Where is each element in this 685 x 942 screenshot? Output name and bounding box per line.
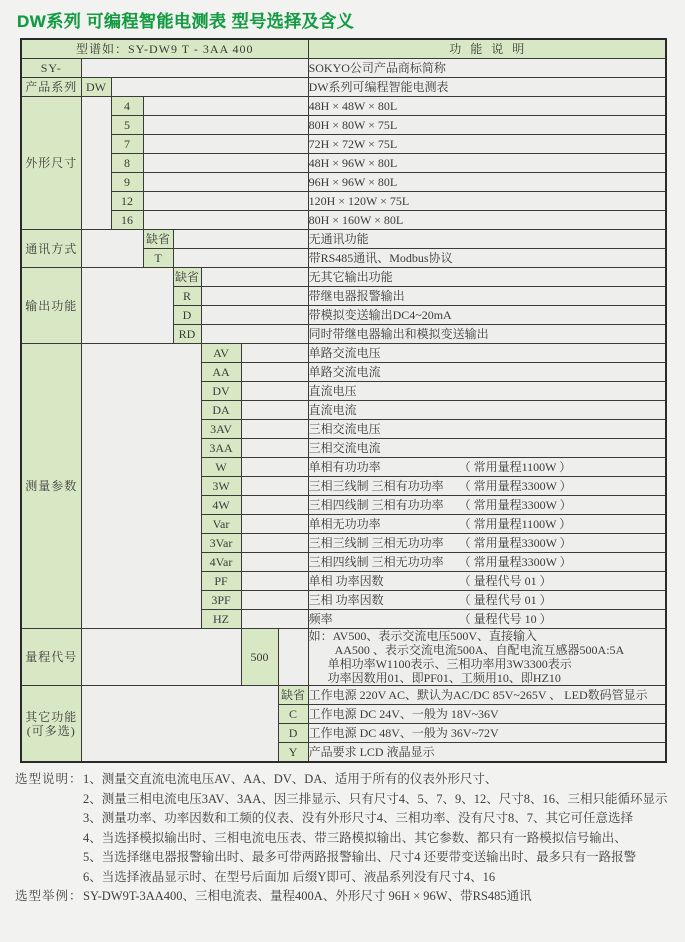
comm-desc: 无通讯功能 <box>308 230 666 249</box>
size-desc: 48H × 96W × 80L <box>308 154 666 173</box>
other-code: D <box>278 724 308 743</box>
range-section-label: 量程代号 <box>21 629 81 686</box>
param-section-label: 测量参数 <box>21 344 81 629</box>
model-spectrum-header: 型谱如：SY-DW9 T - 3AA 400 <box>21 39 308 59</box>
series-code: DW <box>81 78 111 97</box>
size-code: 7 <box>111 135 143 154</box>
param-desc <box>308 610 666 629</box>
size-code: 16 <box>111 211 143 230</box>
param-desc <box>308 515 666 534</box>
row-output-0 <box>21 268 666 287</box>
spacer-cell <box>241 420 308 439</box>
comm-section-label: 通讯方式 <box>21 230 81 268</box>
page-title: DW系列 可编程智能电测表 型号选择及含义 <box>17 12 355 31</box>
size-code: 12 <box>111 192 143 211</box>
row-sy <box>21 59 666 78</box>
row-series <box>21 78 666 97</box>
other-desc: 工作电源 DC 24V、一般为 18V~36V <box>308 705 666 724</box>
spacer-cell <box>143 116 308 135</box>
other-desc: 工作电源 DC 48V、一般为 36V~72V <box>308 724 666 743</box>
row-comm-0 <box>21 230 666 249</box>
range-desc-line: 如：AV500、表示交流电压500V、直接输入 <box>308 629 538 643</box>
param-desc-text: 单路交流电流 <box>308 365 381 379</box>
output-section-label: 输出功能 <box>21 268 81 344</box>
output-desc: 同时带继电器输出和模拟变送输出 <box>308 325 666 344</box>
param-desc <box>308 572 666 591</box>
param-code: 3Var <box>201 534 241 553</box>
param-desc <box>308 401 666 420</box>
param-code: 3W <box>201 477 241 496</box>
param-code: DA <box>201 401 241 420</box>
row-size-2 <box>21 135 666 154</box>
other-code: C <box>278 705 308 724</box>
note-text: 1、测量交直流电流电压AV、AA、DV、DA、适用于所有的仪表外形尺寸、 <box>83 772 498 786</box>
size-code: 5 <box>111 116 143 135</box>
note-line-5: 5、当选择继电器报警输出时、最多可带两路报警输出、尺寸4 还要带变送输出时、最多只有一路报警 <box>83 850 637 864</box>
param-range-note: （ 量程代号 01 ） <box>458 574 552 588</box>
param-desc-text: 单相有功功率 <box>308 460 381 474</box>
param-desc <box>308 344 666 363</box>
size-code: 8 <box>111 154 143 173</box>
param-desc-text: 三相三线制 三相无功功率 <box>308 536 444 550</box>
param-desc-text: 三相交流电压 <box>308 422 381 436</box>
param-code: 3AV <box>201 420 241 439</box>
row-size-5 <box>21 192 666 211</box>
param-desc <box>308 534 666 553</box>
spacer-cell <box>173 230 308 249</box>
param-code: Var <box>201 515 241 534</box>
size-desc: 48H × 48W × 80L <box>308 97 666 116</box>
note-line-2: 2、测量三相电流电压3AV、3AA、因三排显示、只有尺寸4、5、7、9、12、尺寸8、16、三相只能循环显示 <box>83 791 668 806</box>
other-desc: 工作电源 220V AC、默认为AC/DC 85V~265V 、 LED数码管显示 <box>308 686 666 705</box>
param-desc-text: 直流电流 <box>308 403 357 417</box>
note-line-6: 6、当选择液晶显示时、在型号后面加 后缀Y即可、液晶系列没有尺寸4、16 <box>83 869 496 884</box>
selection-example <box>15 887 685 907</box>
spacer-cell <box>241 515 308 534</box>
spacer-cell <box>143 97 308 116</box>
other-desc: 产品要求 LCD 液晶显示 <box>308 743 666 763</box>
comm-desc: 带RS485通讯、Modbus协议 <box>308 249 666 268</box>
output-desc: 带模拟变送输出DC4~20mA <box>308 306 666 325</box>
row-param-0 <box>21 344 666 363</box>
param-desc-text: 三相 功率因数 <box>308 593 384 607</box>
spacer-cell <box>201 287 308 306</box>
param-code: AV <box>201 344 241 363</box>
spacer-cell <box>81 629 241 686</box>
spacer-cell <box>81 230 143 268</box>
spacer-cell <box>143 173 308 192</box>
spacer-cell <box>173 249 308 268</box>
spacer-cell <box>241 363 308 382</box>
param-code: HZ <box>201 610 241 629</box>
param-code: 4Var <box>201 553 241 572</box>
param-desc <box>308 477 666 496</box>
size-desc: 96H × 96W × 80L <box>308 173 666 192</box>
spacer-cell <box>241 344 308 363</box>
series-label: 产品系列 <box>21 78 81 97</box>
spacer-cell <box>241 534 308 553</box>
spacer-cell <box>81 59 308 78</box>
row-range <box>21 629 666 686</box>
param-desc <box>308 382 666 401</box>
param-range-note: （ 常用量程1100W ） <box>458 517 572 531</box>
row-size-1 <box>21 116 666 135</box>
spacer-cell <box>241 496 308 515</box>
spacer-cell <box>241 610 308 629</box>
output-code: D <box>173 306 201 325</box>
param-code: 4W <box>201 496 241 515</box>
row-size-6 <box>21 211 666 230</box>
range-code: 500 <box>241 629 278 686</box>
spacer-cell <box>241 572 308 591</box>
param-desc-text: 频率 <box>308 612 333 626</box>
output-code: 缺省 <box>173 268 201 287</box>
param-desc-text: 三相四线制 三相有功功率 <box>308 498 444 512</box>
model-spec-table <box>20 38 667 763</box>
spacer-cell <box>81 97 111 230</box>
param-code: AA <box>201 363 241 382</box>
example-text: SY-DW9T-3AA400、三相电流表、量程400A、外形尺寸 96H × 96W、带RS485通讯 <box>83 889 532 903</box>
size-desc: 120H × 120W × 75L <box>308 192 666 211</box>
param-desc <box>308 420 666 439</box>
spacer-cell <box>111 78 308 97</box>
spacer-cell <box>241 458 308 477</box>
output-code: R <box>173 287 201 306</box>
range-desc <box>308 629 666 686</box>
row-size-3 <box>21 154 666 173</box>
comm-code: T <box>143 249 173 268</box>
other-section-label <box>21 686 81 763</box>
spacer-cell <box>143 154 308 173</box>
spacer-cell <box>278 629 308 686</box>
param-desc <box>308 363 666 382</box>
param-code: DV <box>201 382 241 401</box>
param-range-note: （ 常用量程3300W ） <box>458 536 572 550</box>
header-row <box>21 39 666 59</box>
spacer-cell <box>143 192 308 211</box>
param-code: 3AA <box>201 439 241 458</box>
comm-code: 缺省 <box>143 230 173 249</box>
spacer-cell <box>143 211 308 230</box>
param-desc-text: 三相三线制 三相有功功率 <box>308 479 444 493</box>
note-line-3: 3、测量功率、功率因数和工频的仪表、没有外形尺寸4、三相功率、没有尺寸8、7、其它可任意选择 <box>83 811 634 825</box>
param-range-note: （ 常用量程3300W ） <box>458 555 572 569</box>
param-range-note: （ 常用量程3300W ） <box>458 498 572 512</box>
param-code: 3PF <box>201 591 241 610</box>
spacer-cell <box>241 591 308 610</box>
row-size-4 <box>21 173 666 192</box>
range-desc-line: 功率因数用01、即PF01、工频用10、即HZ10 <box>327 671 561 685</box>
note-line-4: 4、当选择模拟输出时、三相电流电压表、带三路模拟输出、其它参数、都只有一路模拟信号输出、 <box>83 830 627 845</box>
range-desc-line: AA500 、表示交流电流500A、自配电流互感器500A:5A <box>334 643 625 657</box>
output-code: RD <box>173 325 201 344</box>
spacer-cell <box>81 344 201 629</box>
output-desc: 带继电器报警输出 <box>308 287 666 306</box>
sy-label: SY- <box>21 59 81 78</box>
spacer-cell <box>241 382 308 401</box>
param-desc-text: 三相四线制 三相无功功率 <box>308 555 444 569</box>
other-label-text: 其它功能 <box>25 709 78 724</box>
spacer-cell <box>241 477 308 496</box>
size-section-label: 外形尺寸 <box>21 97 81 230</box>
function-header: 功能说明 <box>308 39 666 59</box>
spacer-cell <box>241 439 308 458</box>
note-line-1 <box>15 770 685 790</box>
param-desc-text: 单相无功功率 <box>308 517 381 531</box>
other-code: 缺省 <box>278 686 308 705</box>
spacer-cell <box>201 306 308 325</box>
spacer-cell <box>81 268 173 344</box>
param-desc <box>308 439 666 458</box>
selection-notes <box>15 770 685 907</box>
spacer-cell <box>81 686 278 763</box>
row-other-0 <box>21 686 666 705</box>
param-range-note: （ 量程代号 01 ） <box>458 593 552 607</box>
spacer-cell <box>201 325 308 344</box>
param-desc <box>308 496 666 515</box>
param-range-note: （ 常用量程1100W ） <box>458 460 572 474</box>
notes-heading: 选型说明： <box>15 772 83 786</box>
row-size-0 <box>21 97 666 116</box>
param-code: PF <box>201 572 241 591</box>
size-desc: 80H × 80W × 75L <box>308 116 666 135</box>
param-code: W <box>201 458 241 477</box>
example-heading: 选型举例： <box>15 889 83 903</box>
other-label-subtext: (可多选) <box>26 723 76 738</box>
size-desc: 80H × 160W × 80L <box>308 211 666 230</box>
param-desc <box>308 553 666 572</box>
param-desc-text: 三相交流电流 <box>308 441 381 455</box>
output-desc: 无其它输出功能 <box>308 268 666 287</box>
series-desc: DW系列可编程智能电测表 <box>308 78 666 97</box>
param-range-note: （ 量程代号 10 ） <box>458 612 552 626</box>
spacer-cell <box>201 268 308 287</box>
spacer-cell <box>241 401 308 420</box>
param-desc-text: 单相 功率因数 <box>308 574 384 588</box>
size-code: 9 <box>111 173 143 192</box>
param-desc-text: 单路交流电压 <box>308 346 381 360</box>
sy-desc: SOKYO公司产品商标简称 <box>308 59 666 78</box>
other-code: Y <box>278 743 308 763</box>
param-desc <box>308 591 666 610</box>
spacer-cell <box>143 135 308 154</box>
param-desc-text: 直流电压 <box>308 384 357 398</box>
size-code: 4 <box>111 97 143 116</box>
param-range-note: （ 常用量程3300W ） <box>458 479 572 493</box>
spacer-cell <box>241 553 308 572</box>
range-desc-line: 单相功率W1100表示、三相功率用3W3300表示 <box>327 657 572 671</box>
size-desc: 72H × 72W × 75L <box>308 135 666 154</box>
param-desc <box>308 458 666 477</box>
